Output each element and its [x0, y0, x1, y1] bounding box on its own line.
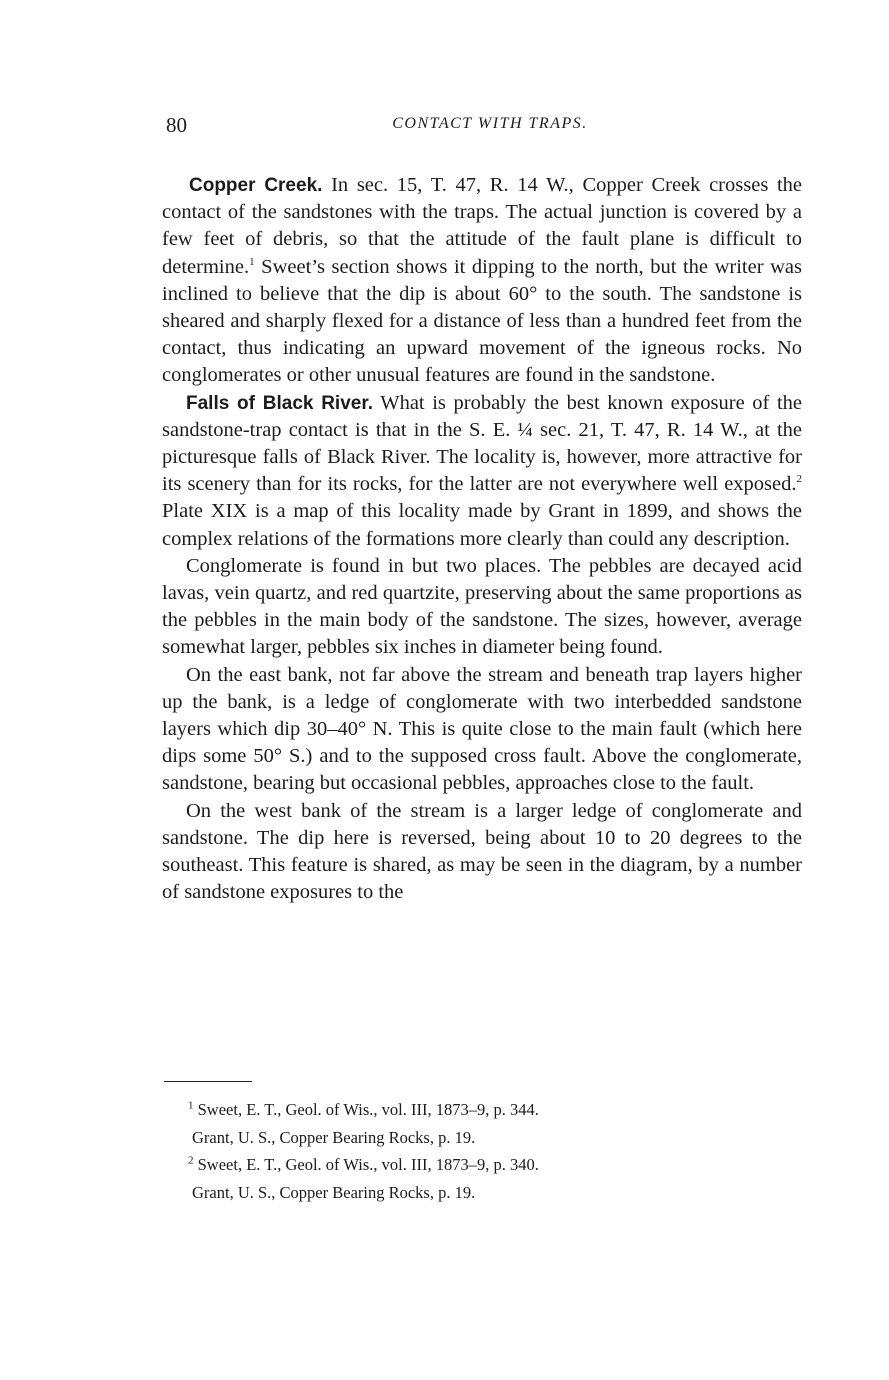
paragraph-text-continued: Sweet’s section shows it dipping to the north, but the writer was inclined to believe that the dip is about 60° to the south. The sandstone is sheared and sharply flexed for a distance of less than a hundred feet from the contact, thus indicating an upward movement of the igneous rocks. No conglomerates or other unusual features are found in the sandstone.: [162, 255, 802, 387]
footnote-citation: Sweet, E. T., Geol. of Wis., vol. III, 1873–9, p. 344.: [197, 1100, 539, 1119]
paragraph-text: In sec. 15, T. 47, R. 14 W., Copper Creek crosses the contact of the sandstones with the traps. The actual junction is covered by a few feet of debris, so that the attitude of the fault plane is difficult to determine.: [162, 174, 803, 278]
footnote-mark: 1: [188, 1099, 194, 1112]
footnote-reference: 2: [796, 473, 802, 486]
footnote-divider: [164, 1081, 252, 1082]
paragraph-text: On the east bank, not far above the stream and beneath trap layers higher up the bank, is a ledge of conglomerate with two interbedded sandstone layers which dip 30–40° N. This is quite close to the main fault (which here dips some 50° S.) and to the supposed cross fault. Above the conglomerate, sandstone, bearing but occasional pebbles, approaches close to the fault.: [162, 663, 802, 795]
paragraph-text: What is probably the best known exposure of the sandstone-trap contact is that in the S. E. ¼ sec. 21, T. 47, R. 14 W., at the picturesque falls of Black River. The locality is, however, more attractive for its scenery than for its rocks, for the latter are not everywhere well exposed.: [162, 391, 803, 496]
footnote-line: [188, 1096, 748, 1124]
paragraph-copper-creek: [162, 172, 802, 390]
body-text: [162, 172, 802, 906]
paragraph-text-continued: Plate XIX is a map of this locality made by Grant in 1899, and shows the complex relations of the formations more clearly than could any description.: [162, 500, 802, 550]
footnote-1: [188, 1096, 748, 1151]
footnote-line: [188, 1151, 748, 1179]
paragraph-west-bank: [162, 798, 802, 907]
paragraph-east-bank: [162, 662, 802, 798]
running-title: CONTACT WITH TRAPS.: [392, 115, 588, 132]
footnote-citation-continued: Grant, U. S., Copper Bearing Rocks, p. 19.: [192, 1127, 476, 1147]
footnote-citation-continued: Grant, U. S., Copper Bearing Rocks, p. 19.: [192, 1182, 476, 1202]
footnote-reference: 1: [249, 255, 255, 268]
footnotes: [188, 1096, 748, 1206]
footnote-2: [188, 1151, 748, 1206]
paragraph-heading: Falls of Black River.: [186, 392, 373, 414]
paragraph-heading: Copper Creek.: [189, 175, 323, 196]
paragraph-black-river: [162, 390, 802, 553]
paragraph-text: On the west bank of the stream is a larger ledge of conglomerate and sandstone. The dip here is reversed, being about 10 to 20 degrees to the southeast. This feature is shared, as may be seen in the diagram, by a number of sandstone exposures to the: [162, 799, 802, 904]
paragraph-text: Conglomerate is found in but two places. The pebbles are decayed acid lavas, vein quartz, and red quartzite, preserving about the same proportions as the pebbles in the main body of the sandstone. The sizes, however, average somewhat larger, pebbles six inches in diameter being found.: [162, 554, 802, 659]
page-number: 80: [166, 113, 187, 137]
footnote-mark: 2: [188, 1154, 194, 1167]
paragraph-conglomerate: [162, 553, 802, 662]
footnote-citation: Sweet, E. T., Geol. of Wis., vol. III, 1873–9, p. 340.: [197, 1155, 539, 1174]
